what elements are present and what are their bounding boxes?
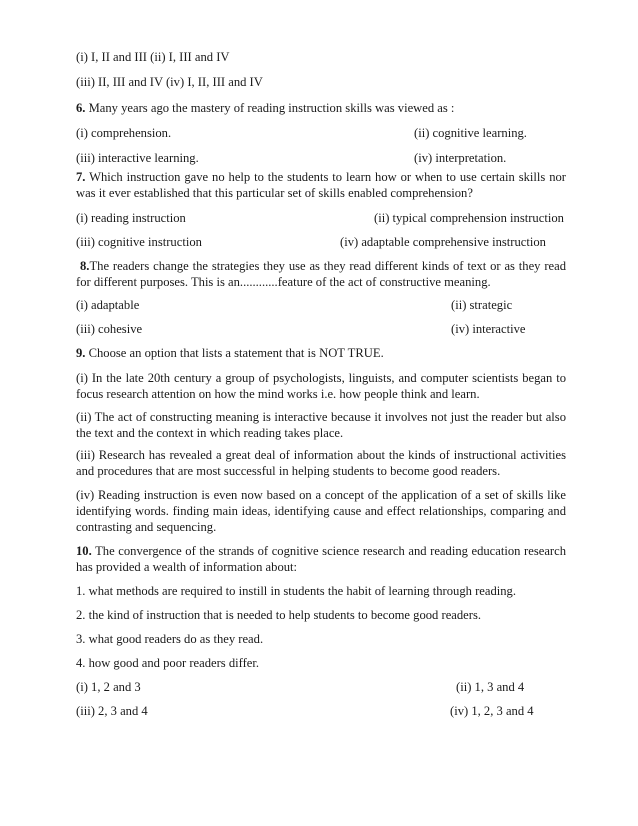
q9-statement-1: (i) In the late 20th century a group of psychologists, linguists, and computer scientists began to focus research attention on how the mind works i.e. how people think and learn. [76, 371, 566, 401]
q10-option-4: (iv) 1, 2, 3 and 4 [450, 704, 534, 718]
question-8 [76, 258, 566, 290]
q6-option-2: (ii) cognitive learning. [414, 126, 527, 140]
q10-item-3: 3. what good readers do as they read. [76, 632, 264, 646]
question-10-text: The convergence of the strands of cognitive science research and reading education research has provided a wealth of information about: [76, 544, 566, 574]
q7-option-3: (iii) cognitive instruction [76, 235, 202, 249]
question-8-text: The readers change the strategies they use as they read different kinds of text or as they read for different purposes. This is an............feature of the act of constructive meaning. [76, 259, 566, 289]
q7-option-4: (iv) adaptable comprehensive instruction [340, 235, 546, 249]
answer-options-line-1: (i) I, II and III (ii) I, III and IV [76, 50, 230, 64]
question-8-number: 8. [80, 259, 90, 273]
q9-statement-3: (iii) Research has revealed a great deal of information about the kinds of instructional activities and procedures that are most successful in helping students to become good readers. [76, 448, 566, 478]
question-9 [76, 345, 566, 361]
q10-option-1: (i) 1, 2 and 3 [76, 680, 141, 694]
question-6-number: 6. [76, 101, 86, 115]
q9-statement-2: (ii) The act of constructing meaning is interactive because it involves not just the reader but also the text and the context in which reading takes place. [76, 410, 566, 440]
q8-option-3: (iii) cohesive [76, 322, 143, 336]
q10-option-3: (iii) 2, 3 and 4 [76, 704, 148, 718]
question-9-number: 9. [76, 346, 86, 360]
q10-item-4: 4. how good and poor readers differ. [76, 656, 260, 670]
question-6-text: Many years ago the mastery of reading instruction skills was viewed as : [85, 101, 455, 115]
q7-option-2: (ii) typical comprehension instruction [374, 211, 564, 225]
q6-option-4: (iv) interpretation. [414, 151, 507, 165]
q7-option-1: (i) reading instruction [76, 211, 186, 225]
q8-option-4: (iv) interactive [451, 322, 526, 336]
question-10 [76, 543, 566, 575]
q9-statement-4: (iv) Reading instruction is even now based on a concept of the application of a set of skills like identifying words. finding main ideas, identifying cause and effect relationships, comparing and contrasting and sequencing. [76, 488, 566, 534]
q8-option-1: (i) adaptable [76, 298, 140, 312]
question-9-text: Choose an option that lists a statement that is NOT TRUE. [85, 346, 384, 360]
q6-option-3: (iii) interactive learning. [76, 151, 199, 165]
q6-option-1: (i) comprehension. [76, 126, 172, 140]
q8-option-2: (ii) strategic [451, 298, 513, 312]
question-10-number: 10. [76, 544, 92, 558]
q10-item-2: 2. the kind of instruction that is needed to help students to become good readers. [76, 608, 482, 622]
q10-option-2: (ii) 1, 3 and 4 [456, 680, 525, 694]
q10-item-1: 1. what methods are required to instill in students the habit of learning through reading. [76, 584, 516, 598]
question-7-text: Which instruction gave no help to the students to learn how or when to use certain skills nor was it ever established that this particular set of skills enabled comprehension? [76, 170, 566, 200]
question-7 [76, 169, 566, 201]
question-7-number: 7. [76, 170, 86, 184]
answer-options-line-2: (iii) II, III and IV (iv) I, II, III and IV [76, 75, 263, 89]
question-6 [76, 100, 566, 116]
